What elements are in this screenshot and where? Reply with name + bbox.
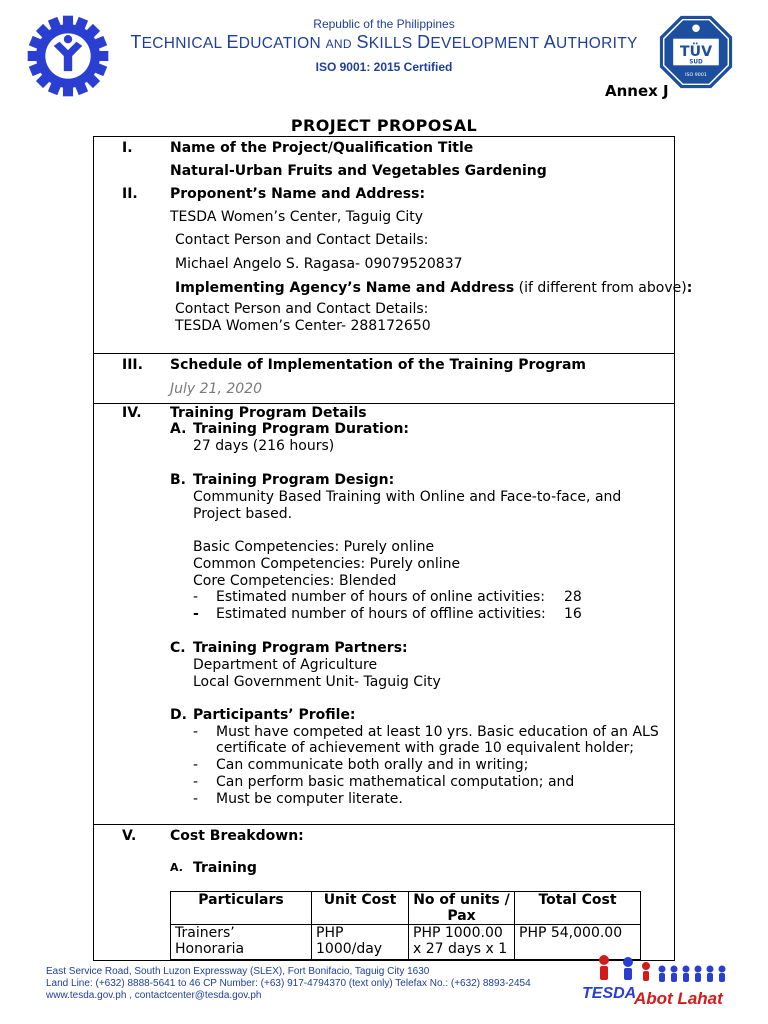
design-text: Project based. (193, 506, 293, 522)
profile-item: Must be computer literate. (216, 791, 403, 807)
table-cell: PHP 54,000.00 (515, 925, 641, 960)
table-cell: PHP 1000.00 x 27 days x 1 (409, 925, 515, 960)
section-number: I. (122, 140, 133, 156)
table-border-left (93, 136, 94, 961)
section-heading: Name of the Project/Qualification Title (170, 140, 474, 156)
republic-label: Republic of the Philippines (313, 17, 455, 31)
bullet-dash: - (193, 791, 199, 807)
section-heading: Schedule of Implementation of the Training Program (170, 357, 586, 373)
bullet-dash: - (193, 589, 199, 605)
column-header: Total Cost (515, 892, 641, 925)
profile-item: Can communicate both orally and in writing; (216, 757, 529, 773)
profile-item: Can perform basic mathematical computation; and (216, 774, 575, 790)
subsection-heading: Participants’ Profile: (193, 707, 356, 723)
partner-item: Department of Agriculture (193, 657, 378, 673)
bullet-dash: - (193, 774, 199, 790)
table-row (171, 925, 641, 960)
section-heading: Proponent’s Name and Address: (170, 186, 426, 202)
tesda-abot-lahat-logo (582, 954, 732, 1010)
bullet-dash: - (193, 606, 199, 622)
contact-value: Michael Angelo S. Ragasa- 09079520837 (175, 256, 463, 272)
table-cell: PHP 1000/day (312, 925, 409, 960)
section-divider (93, 353, 675, 354)
tuv-sud-text: SUD (689, 59, 703, 66)
section-number: III. (122, 357, 143, 373)
offline-hours-label: Estimated number of hours of offline activities: (216, 606, 546, 622)
design-text: Community Based Training with Online and Face-to-face, and (193, 489, 622, 505)
table-header-row (171, 892, 641, 925)
abot-lahat-wordmark: Abot Lahat (634, 989, 723, 1008)
online-hours-label: Estimated number of hours of online activities: (216, 589, 545, 605)
section-divider (93, 403, 675, 404)
section-number: IV. (122, 405, 142, 421)
subsection-heading: Training (193, 860, 257, 876)
table-border-right (674, 136, 675, 961)
impl-contact-label: Contact Person and Contact Details: (175, 301, 429, 317)
subsection-letter: B. (170, 472, 186, 488)
duration-value: 27 days (216 hours) (193, 438, 335, 454)
impl-contact-value: TESDA Women’s Center- 288172650 (175, 318, 431, 334)
subsection-heading: Training Program Design: (193, 472, 395, 488)
subsection-heading: Training Program Duration: (193, 421, 410, 437)
project-title-value: Natural-Urban Fruits and Vegetables Gardening (170, 163, 547, 179)
footer-address (46, 966, 531, 1002)
section-heading: Training Program Details (170, 405, 367, 421)
bullet-dash: - (193, 757, 199, 773)
section-number: V. (122, 828, 137, 844)
competency-basic: Basic Competencies: Purely online (193, 539, 435, 555)
competency-core: Core Competencies: Blended (193, 573, 397, 589)
footer-phone-line: Land Line: (+632) 8888-5641 to 46 CP Number: (+63) 917-4794370 (text only) Telefax No.: (+632) 8893-2454 (46, 978, 531, 989)
proponent-address: TESDA Women’s Center, Taguig City (170, 209, 424, 225)
subsection-letter: A. (170, 421, 187, 437)
section-heading: Cost Breakdown: (170, 828, 304, 844)
footer-web-line (46, 990, 531, 1002)
tuv-sud-logo (658, 14, 734, 90)
footer-address-line: East Service Road, South Luzon Expressway (SLEX), Fort Bonifacio, Taguig City 1630 (46, 966, 430, 977)
column-header: Particulars (171, 892, 312, 925)
table-cell: Trainers’ Honoraria (171, 925, 312, 960)
profile-item: certificate of achievement with grade 10 equivalent holder; (216, 740, 634, 756)
schedule-date: July 21, 2020 (170, 381, 262, 397)
tuv-iso-text: ISO 9001 (685, 72, 707, 78)
section-divider (93, 824, 675, 825)
contact-label: Contact Person and Contact Details: (175, 232, 429, 248)
profile-item: Must have competed at least 10 yrs. Basic education of an ALS (216, 724, 659, 740)
column-header: Unit Cost (312, 892, 409, 925)
tesda-wordmark: TESDA (582, 985, 637, 1002)
website-link[interactable]: www.tesda.gov.ph , contactcenter@tesda.gov.ph (46, 990, 262, 1001)
subsection-letter: A. (170, 861, 183, 874)
competency-common: Common Competencies: Purely online (193, 556, 461, 572)
agency-name: TECHNICAL EDUCATION AND SKILLS DEVELOPMENT AUTHORITY (130, 32, 638, 52)
tuv-text: TÜV (679, 43, 713, 60)
iso-certified-label: ISO 9001: 2015 Certified (315, 60, 453, 74)
annex-label: Annex J (605, 82, 669, 100)
table-border-top (93, 136, 675, 137)
section-number: II. (122, 186, 138, 202)
bullet-dash: - (193, 724, 199, 740)
online-hours-value: 28 (564, 589, 582, 605)
page-title: PROJECT PROPOSAL (290, 116, 478, 135)
partner-item: Local Government Unit- Taguig City (193, 674, 441, 690)
subsection-heading: Training Program Partners: (193, 640, 408, 656)
subsection-letter: D. (170, 707, 187, 723)
cost-table (170, 891, 641, 960)
subsection-letter: C. (170, 640, 186, 656)
column-header: No of units / Pax (409, 892, 515, 925)
offline-hours-value: 16 (564, 606, 582, 622)
implementing-agency-label: Implementing Agency’s Name and Address (if different from above): (175, 280, 693, 296)
